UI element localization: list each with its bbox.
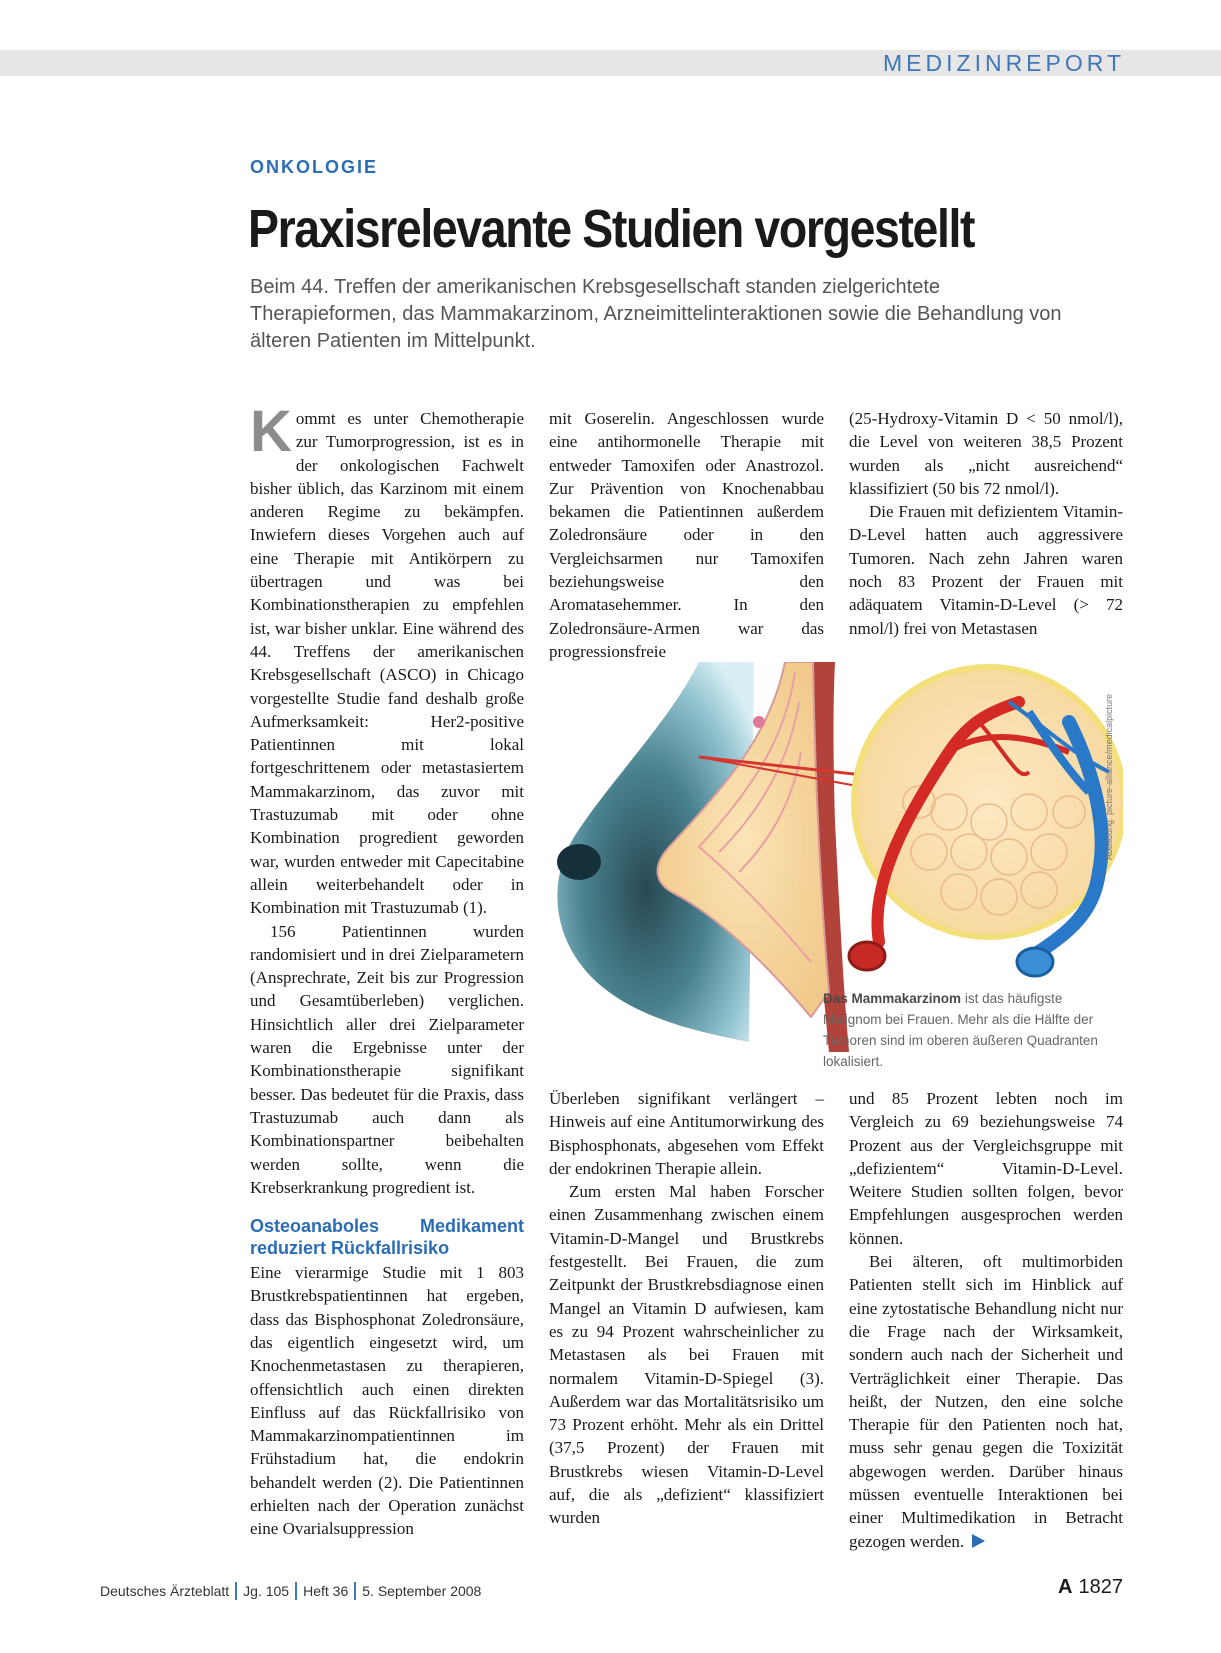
page-prefix: A [1058, 1576, 1073, 1598]
drop-cap: K [250, 399, 292, 464]
column-2-top [549, 407, 824, 663]
caption-bold: Das Mammakarzinom [823, 991, 962, 1006]
paragraph: mit Goserelin. Angeschlossen wurde eine antihormonelle Therapie mit entweder Tamoxifen oder Anastrozol. Zur Prävention von Knochenabbau bekamen die Patientinnen außerdem Zoledronsäure oder in den Vergleichsarmen nur Tamoxifen beziehungsweise den Aromatasehemmer. In den Zoledronsäure-Armen war das progressionsfreie [549, 409, 824, 661]
paragraph-text: Bei älteren, oft multimorbiden Patienten stellt sich im Hinblick auf eine zytostatische Behandlung nicht nur die Frage nach der Wirksamkeit, sondern auch nach der Sicherheit und Verträglichkeit einer Therapie. Das heißt, der Nutzen, den eine solche Therapie für den Patienten noch hat, muss sehr genau gegen die Toxizität abgewogen werden. Darüber hinaus müssen eventuelle Interaktionen bei einer Multimedikation in Betracht gezogen werden. [849, 1252, 1123, 1551]
figure-caption [823, 988, 1123, 1072]
column-1 [250, 399, 524, 1541]
divider [235, 1582, 237, 1600]
paragraph: und 85 Prozent lebten noch im Vergleich zu 69 beziehungsweise 74 Prozent aus der Vergleichsgruppe mit „defizientem“ Vitamin-D-Level. Weitere Studien sollten folgen, bevor Empfehlungen ausgesprochen werden können. [849, 1089, 1123, 1248]
column-3-bottom [849, 1087, 1123, 1553]
volume: Jg. 105 [243, 1583, 290, 1599]
column-2-bottom [549, 1087, 824, 1530]
page-number-value: 1827 [1078, 1576, 1123, 1598]
article-lead: Beim 44. Treffen der amerikanischen Krebsgesellschaft standen zielgerichtete Therapieformen, das Mammakarzinom, Arzneimittelinteraktionen sowie die Behandlung von älteren Patienten im Mittelpunkt. [250, 276, 1062, 352]
paragraph [849, 1250, 1123, 1553]
paragraph-text: ommt es unter Chemotherapie zur Tumorprogression, ist es in der onkologischen Fachwelt bisher üblich, das Karzinom mit einem anderen Regime zu bekämpfen. Inwiefern dieses Vorgehen auch auf eine Therapie mit Antikörpern zu übertragen und was bei Kombinationstherapien zu empfehlen ist, war bisher unklar. Eine während des 44. Treffens der amerikanischen Krebsgesellschaft (ASCO) in Chicago vorgestellte Studie fand deshalb große Aufmerksamkeit: Her2-positive Patientinnen mit lokal fortgeschrittenem oder metastasiertem Mammakarzinom, das zuvor mit Trastuzumab mit oder ohne Kombination progredient geworden war, wurden entweder mit Capecitabine allein weiterbehandelt oder in Kombination mit Trastuzumab (1). [250, 409, 524, 918]
footer [100, 1582, 481, 1600]
image-credit: Abbildung: picture-alliance/medicalpicture [1104, 693, 1114, 860]
section-label: MEDIZINREPORT [883, 50, 1125, 76]
journal-name: Deutsches Ärzteblatt [100, 1583, 230, 1599]
article-kicker: ONKOLOGIE [250, 157, 379, 177]
column-3-top [849, 407, 1123, 640]
paragraph: Eine vierarmige Studie mit 1 803 Brustkrebspatientinnen hat ergeben, dass das Bisphosphonat Zoledronsäure, das eigentlich eingesetzt wird, um Knochenmetastasen zu therapieren, offensichtlich auch einen direkten Einfluss auf das Rückfallrisiko von Mammakarzinompatientinnen im Frühstadium hat, die endokrin behandelt werden (2). Die Patientinnen erhielten nach der Operation zunächst eine Ovarialsuppression [250, 1263, 524, 1539]
paragraph: Überleben signifikant verlängert – Hinweis auf eine Antitumorwirkung des Bisphosphonats, abgesehen vom Effekt der endokrinen Therapie allein. [549, 1089, 824, 1178]
paragraph: Die Frauen mit defizientem Vitamin-D-Level hatten auch aggressivere Tumoren. Nach zehn Jahren waren noch 83 Prozent der Frauen mit adäquatem Vitamin-D-Level (> 72 nmol/l) frei von Metastasen [849, 502, 1123, 638]
paragraph: (25-Hydroxy-Vitamin D < 50 nmol/l), die Level von weiteren 38,5 Prozent wurden als „nicht ausreichend“ klassifiziert (50 bis 72 nmol/l). [849, 409, 1123, 498]
divider [295, 1582, 297, 1600]
continue-arrow-icon [972, 1534, 985, 1548]
divider [354, 1582, 356, 1600]
date: 5. September 2008 [362, 1583, 482, 1599]
issue: Heft 36 [303, 1583, 349, 1599]
article-title: Praxisrelevante Studien vorgestellt [248, 199, 975, 259]
paragraph: 156 Patientinnen wurden randomisiert und in drei Zielparametern (Ansprechrate, Zeit bis zur Progression und Gesamtüberleben) verglichen. Hinsichtlich aller drei Zielparameter waren die Ergebnisse unter der Kombinationstherapie signifikant besser. Das bedeutet für die Praxis, dass Trastuzumab auch dann als Kombinationspartner beibehalten werden sollte, wenn die Krebserkrankung progredient ist. [250, 921, 524, 1197]
subheading: Osteoanaboles Medikament reduziert Rückfallrisiko [250, 1216, 524, 1259]
paragraph: Zum ersten Mal haben Forscher einen Zusammenhang zwischen einem Vitamin-D-Mangel und Brustkrebs festgestellt. Bei Frauen, die zum Zeitpunkt der Brustkrebsdiagnose einen Mangel an Vitamin D aufwiesen, kam es zu 94 Prozent wahrscheinlicher zu Metastasen als bei Frauen mit normalem Vitamin-D-Spiegel (3). Außerdem war das Mortalitätsrisiko um 73 Prozent erhöht. Mehr als ein Drittel (37,5 Prozent) der Frauen mit Brustkrebs wiesen Vitamin-D-Level auf, die als „defizient“ klassifiziert wurden [549, 1182, 824, 1528]
paragraph [250, 399, 524, 920]
caption-text: ist das häufigste Malignom bei Frauen. Mehr als die Hälfte der Tumoren sind im oberen äußeren Quadranten lokalisiert. [823, 991, 1098, 1069]
page-number [1058, 1576, 1123, 1599]
